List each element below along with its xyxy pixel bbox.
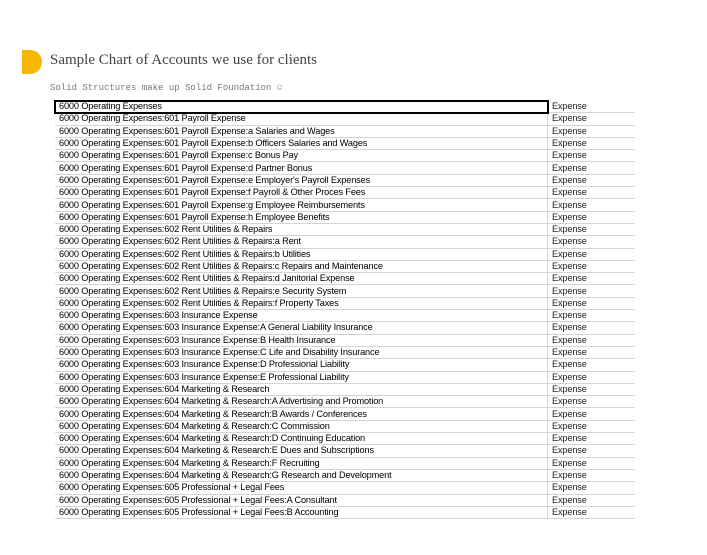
table-row[interactable] [55,396,635,408]
account-type-cell[interactable]: Expense [548,322,636,334]
account-name-cell[interactable]: 6000 Operating Expenses:601 Payroll Expense:e Employer's Payroll Expenses [55,174,548,186]
account-name-cell[interactable]: 6000 Operating Expenses:603 Insurance Expense:C Life and Disability Insurance [55,346,548,358]
table-row[interactable] [55,506,635,518]
account-name-cell[interactable]: 6000 Operating Expenses:605 Professional + Legal Fees:B Accounting [55,506,548,518]
account-type-cell[interactable]: Expense [548,494,636,506]
table-row[interactable] [55,469,635,481]
account-name-cell[interactable]: 6000 Operating Expenses:602 Rent Utilities & Repairs:f Property Taxes [55,297,548,309]
account-type-cell[interactable]: Expense [548,273,636,285]
account-name-cell[interactable]: 6000 Operating Expenses:603 Insurance Expense:D Professional Liability [55,359,548,371]
account-type-cell[interactable]: Expense [548,506,636,518]
account-name-cell[interactable]: 6000 Operating Expenses:601 Payroll Expense:c Bonus Pay [55,150,548,162]
account-type-cell[interactable]: Expense [548,236,636,248]
account-type-cell[interactable]: Expense [548,125,636,137]
table-row[interactable] [55,359,635,371]
account-type-cell[interactable]: Expense [548,383,636,395]
account-name-cell[interactable]: 6000 Operating Expenses:604 Marketing & Research:E Dues and Subscriptions [55,445,548,457]
table-row[interactable] [55,346,635,358]
table-row[interactable] [55,137,635,149]
account-name-cell[interactable]: 6000 Operating Expenses:604 Marketing & Research:G Research and Development [55,469,548,481]
account-type-cell[interactable]: Expense [548,113,636,125]
account-name-cell[interactable]: 6000 Operating Expenses:604 Marketing & Research:B Awards / Conferences [55,408,548,420]
table-row[interactable] [55,174,635,186]
accounts-table [55,101,635,519]
account-type-cell[interactable]: Expense [548,223,636,235]
account-name-cell[interactable]: 6000 Operating Expenses:603 Insurance Expense:E Professional Liability [55,371,548,383]
account-type-cell[interactable]: Expense [548,371,636,383]
account-name-cell[interactable]: 6000 Operating Expenses:602 Rent Utilities & Repairs:a Rent [55,236,548,248]
account-name-cell[interactable]: 6000 Operating Expenses:601 Payroll Expense:f Payroll & Other Proces Fees [55,187,548,199]
table-row[interactable] [55,162,635,174]
account-name-cell[interactable]: 6000 Operating Expenses:601 Payroll Expense:a Salaries and Wages [55,125,548,137]
table-row[interactable] [55,260,635,272]
account-name-cell[interactable]: 6000 Operating Expenses:604 Marketing & Research:A Advertising and Promotion [55,396,548,408]
table-row[interactable] [55,310,635,322]
table-row[interactable] [55,273,635,285]
account-name-cell[interactable]: 6000 Operating Expenses:601 Payroll Expense [55,113,548,125]
table-row[interactable] [55,383,635,395]
table-row[interactable] [55,223,635,235]
account-type-cell[interactable]: Expense [548,334,636,346]
table-row[interactable] [55,211,635,223]
table-row[interactable] [55,433,635,445]
account-name-cell[interactable]: 6000 Operating Expenses:605 Professional + Legal Fees [55,482,548,494]
account-type-cell[interactable]: Expense [548,187,636,199]
account-type-cell[interactable]: Expense [548,150,636,162]
table-row[interactable] [55,482,635,494]
account-name-cell[interactable]: 6000 Operating Expenses:601 Payroll Expense:h Employee Benefits [55,211,548,223]
account-name-cell[interactable]: 6000 Operating Expenses:602 Rent Utilities & Repairs:d Janitorial Expense [55,273,548,285]
table-row[interactable] [55,494,635,506]
table-row[interactable] [55,297,635,309]
account-name-cell[interactable]: 6000 Operating Expenses [55,101,548,113]
page-subtitle: Solid Structures make up Solid Foundation ☺ [50,83,283,93]
account-name-cell[interactable]: 6000 Operating Expenses:605 Professional + Legal Fees:A Consultant [55,494,548,506]
table-row[interactable] [55,334,635,346]
account-type-cell[interactable]: Expense [548,285,636,297]
account-name-cell[interactable]: 6000 Operating Expenses:602 Rent Utilities & Repairs:b Utilities [55,248,548,260]
table-row[interactable] [55,125,635,137]
table-row[interactable] [55,248,635,260]
table-row[interactable] [55,101,635,113]
table-row[interactable] [55,420,635,432]
account-type-cell[interactable]: Expense [548,211,636,223]
account-type-cell[interactable]: Expense [548,101,636,113]
table-row[interactable] [55,445,635,457]
account-type-cell[interactable]: Expense [548,297,636,309]
table-row[interactable] [55,113,635,125]
account-name-cell[interactable]: 6000 Operating Expenses:603 Insurance Expense:B Health Insurance [55,334,548,346]
table-row[interactable] [55,236,635,248]
account-type-cell[interactable]: Expense [548,469,636,481]
table-row[interactable] [55,322,635,334]
account-name-cell[interactable]: 6000 Operating Expenses:604 Marketing & Research:C Commission [55,420,548,432]
account-name-cell[interactable]: 6000 Operating Expenses:601 Payroll Expense:b Officers Salaries and Wages [55,137,548,149]
account-type-cell[interactable]: Expense [548,457,636,469]
table-row[interactable] [55,285,635,297]
table-row[interactable] [55,199,635,211]
title-badge [22,50,42,74]
account-type-cell[interactable]: Expense [548,162,636,174]
account-name-cell[interactable]: 6000 Operating Expenses:601 Payroll Expense:g Employee Reimbursements [55,199,548,211]
account-name-cell[interactable]: 6000 Operating Expenses:602 Rent Utilities & Repairs:c Repairs and Maintenance [55,260,548,272]
account-type-cell[interactable]: Expense [548,396,636,408]
account-type-cell[interactable]: Expense [548,199,636,211]
account-type-cell[interactable]: Expense [548,445,636,457]
account-type-cell[interactable]: Expense [548,420,636,432]
account-name-cell[interactable]: 6000 Operating Expenses:602 Rent Utilities & Repairs [55,223,548,235]
account-name-cell[interactable]: 6000 Operating Expenses:601 Payroll Expense:d Partner Bonus [55,162,548,174]
table-row[interactable] [55,371,635,383]
account-type-cell[interactable]: Expense [548,346,636,358]
account-type-cell[interactable]: Expense [548,408,636,420]
account-type-cell[interactable]: Expense [548,482,636,494]
account-name-cell[interactable]: 6000 Operating Expenses:603 Insurance Expense:A General Liability Insurance [55,322,548,334]
account-name-cell[interactable]: 6000 Operating Expenses:604 Marketing & Research [55,383,548,395]
account-name-cell[interactable]: 6000 Operating Expenses:603 Insurance Expense [55,310,548,322]
table-row[interactable] [55,150,635,162]
account-type-cell[interactable]: Expense [548,433,636,445]
account-type-cell[interactable]: Expense [548,174,636,186]
table-row[interactable] [55,457,635,469]
account-type-cell[interactable]: Expense [548,248,636,260]
account-type-cell[interactable]: Expense [548,359,636,371]
account-name-cell[interactable]: 6000 Operating Expenses:604 Marketing & Research:D Continuing Education [55,433,548,445]
account-type-cell[interactable]: Expense [548,260,636,272]
account-type-cell[interactable]: Expense [548,137,636,149]
account-name-cell[interactable]: 6000 Operating Expenses:604 Marketing & Research:F Recruiting [55,457,548,469]
account-type-cell[interactable]: Expense [548,310,636,322]
page-title: Sample Chart of Accounts we use for clients [50,52,318,68]
account-name-cell[interactable]: 6000 Operating Expenses:602 Rent Utilities & Repairs:e Security System [55,285,548,297]
table-row[interactable] [55,187,635,199]
table-row[interactable] [55,408,635,420]
